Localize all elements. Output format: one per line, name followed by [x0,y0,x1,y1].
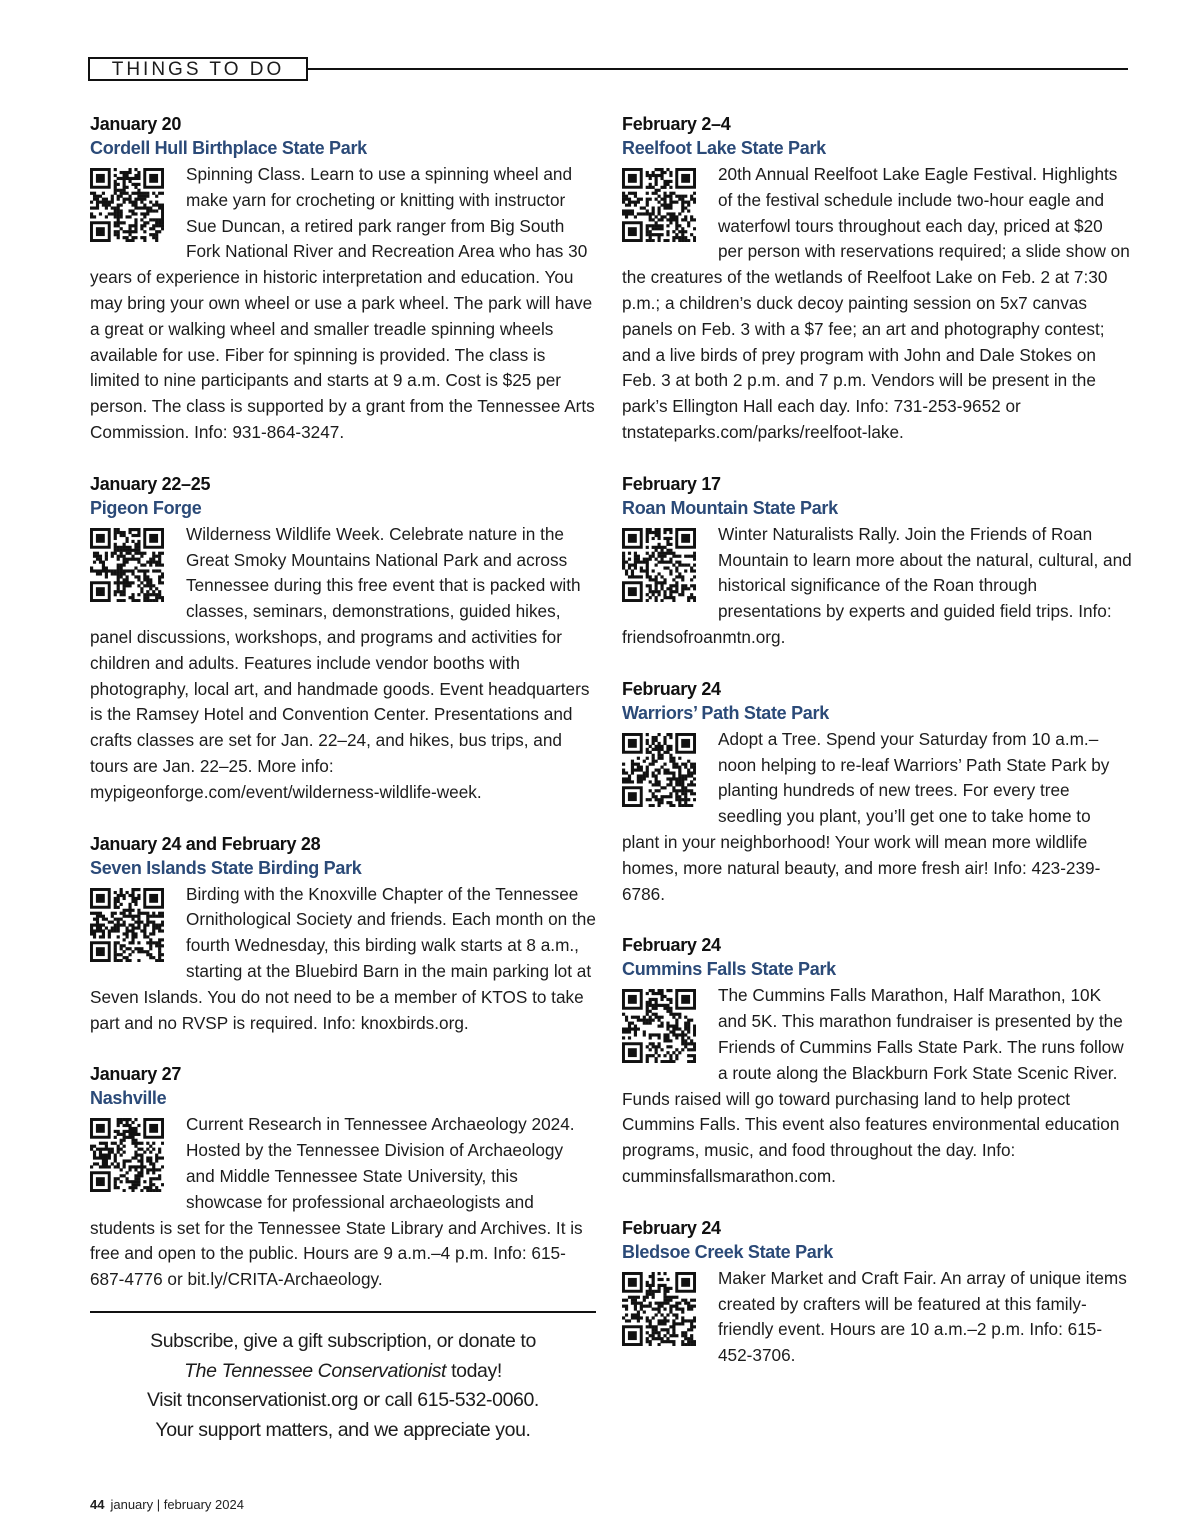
subscribe-callout [90,1327,596,1445]
left-column [90,112,596,1319]
subscribe-line [90,1357,596,1387]
subscribe-line: Visit tnconservationist.org or call 615-532-0060. [147,1389,539,1411]
subscribe-line: Subscribe, give a gift subscription, or donate to [150,1330,536,1352]
event-venue: Cummins Falls State Park [622,959,836,980]
event-date: January 24 and February 28 [90,833,321,854]
event-date: January 27 [90,1064,182,1085]
event-description: The Cummins Falls Marathon, Half Marathon, 10K and 5K. This marathon fundraiser is presented by the Friends of Cummins Falls State Park. The runs follow a route along the Blackburn Fork State Scenic River. Funds raised will go toward purchasing land to help protect Cummins Falls. This event also features environmental education programs, music, and food throughout the day. Info: cumminsfallsmarathon.com. [622,985,1124,1186]
event-description: Current Research in Tennessee Archaeology 2024. Hosted by the Tennessee Division of Archaeology and Middle Tennessee State University, this showcase for professional archaeologists and students is set for the Tennessee State Library and Archives. It is free and open to the public. Hours are 9 a.m.–4 p.m. Info: 615-687-4776 or bit.ly/CRITA-Archaeology. [90,1114,583,1290]
event-date: February 17 [622,473,721,494]
qr-code-icon[interactable] [90,888,164,962]
event-date: February 24 [622,935,721,956]
page-footer [90,1497,244,1512]
qr-code-icon[interactable] [90,168,164,242]
event-date: February 24 [622,1217,721,1238]
subscribe-divider [90,1311,596,1313]
magazine-title: The Tennessee Conservationist [184,1359,447,1382]
qr-code-icon[interactable] [622,168,696,242]
event-description: Wilderness Wildlife Week. Celebrate nature in the Great Smoky Mountains National Park and across Tennessee during this free event that is packed with classes, seminars, demonstrations, guided hikes, panel discussions, workshops, and programs and activities for children and adults. Features include vendor booths with photography, local art, and handmade goods. Event headquarters is the Ramsey Hotel and Convention Center. Presentations and crafts classes are set for Jan. 22–24, and hikes, bus trips, and tours are Jan. 22–25. More info: mypigeonforge.com/event/wilderness-wildlife-week. [90,523,590,802]
subscribe-line: Your support matters, and we appreciate you. [155,1418,531,1441]
event-venue: Roan Mountain State Park [622,497,838,518]
qr-code-icon[interactable] [622,1272,696,1346]
event-venue: Pigeon Forge [90,497,202,518]
right-column [622,112,1132,1395]
section-rule [308,68,1128,70]
event-item [90,112,596,446]
event-venue: Warriors’ Path State Park [622,702,829,723]
event-item [622,112,1132,446]
event-item [622,1216,1132,1369]
event-item [90,1062,596,1293]
event-date: February 24 [622,678,721,699]
subscribe-line-rest: today! [446,1359,502,1382]
event-item [622,933,1132,1189]
event-date: January 22–25 [90,473,211,494]
section-header [88,57,1128,85]
qr-code-icon[interactable] [90,528,164,602]
section-label: THINGS TO DO [88,57,308,81]
page-number: 44 [90,1497,105,1512]
event-venue: Seven Islands State Birding Park [90,857,362,878]
event-venue: Nashville [90,1088,167,1109]
event-item [622,472,1132,651]
event-description: Winter Naturalists Rally. Join the Friends of Roan Mountain to learn more about the natural, cultural, and historical significance of the Roan through presentations by experts and guided field trips. Info: friendsofroanmtn.org. [622,523,1132,647]
event-date: January 20 [90,114,182,134]
event-description: Maker Market and Craft Fair. An array of unique items created by crafters will be featured at this family-friendly event. Hours are 10 a.m.–2 p.m. Info: 615-452-3706. [718,1267,1127,1366]
issue-label: january | february 2024 [110,1497,244,1512]
event-venue: Reelfoot Lake State Park [622,138,826,158]
qr-code-icon[interactable] [622,733,696,807]
qr-code-icon[interactable] [90,1118,164,1192]
qr-code-icon[interactable] [622,989,696,1063]
event-item [622,677,1132,908]
qr-code-icon[interactable] [622,528,696,602]
event-description: Birding with the Knoxville Chapter of the Tennessee Ornithological Society and friends. Each month on the fourth Wednesday, this birding walk starts at 8 a.m., starting at the Bluebird Barn in the main parking lot at Seven Islands. You do not need to be a member of KTOS to take part and no RVSP is required. Info: knoxbirds.org. [90,883,596,1033]
event-venue: Bledsoe Creek State Park [622,1241,833,1262]
event-date: February 2–4 [622,114,731,134]
event-description: Adopt a Tree. Spend your Saturday from 10 a.m.–noon helping to re-leaf Warriors’ Path State Park by planting hundreds of new trees. For every tree seedling you plant, you’ll get one to take home to plant in your neighborhood! Your work will mean more wildlife homes, more natural beauty, and more fresh air! Info: 423-239-6786. [622,728,1110,904]
event-item [90,472,596,806]
event-description: Spinning Class. Learn to use a spinning wheel and make yarn for crocheting or knitting with instructor Sue Duncan, a retired park ranger from Big South Fork National River and Recreation Area who has 30 years of experience in historic interpretation and education. You may bring your own wheel or use a park wheel. The park will have a great or walking wheel and smaller treadle spinning wheels available for use. Fiber for spinning is provided. The class is limited to nine participants and starts at 9 a.m. Cost is $25 per person. The class is supported by a grant from the Tennessee Arts Commission. Info: 931-864-3247. [90,164,595,442]
event-item [90,832,596,1037]
event-venue: Cordell Hull Birthplace State Park [90,138,367,158]
event-description: 20th Annual Reelfoot Lake Eagle Festival. Highlights of the festival schedule include two-hour eagle and waterfowl tours throughout each day, priced at $20 per person with reservations required; a slide show on the creatures of the wetlands of Reelfoot Lake on Feb. 2 at 7:30 p.m.; a children’s duck decoy painting session on 5x7 canvas panels on Feb. 3 with a $7 fee; an art and photography contest; and a live birds of prey program with John and Dale Stokes on Feb. 3 at both 2 p.m. and 7 p.m. Vendors will be present in the park’s Ellington Hall each day. Info: 731-253-9652 or tnstateparks.com/parks/reelfoot-lake. [622,164,1130,442]
